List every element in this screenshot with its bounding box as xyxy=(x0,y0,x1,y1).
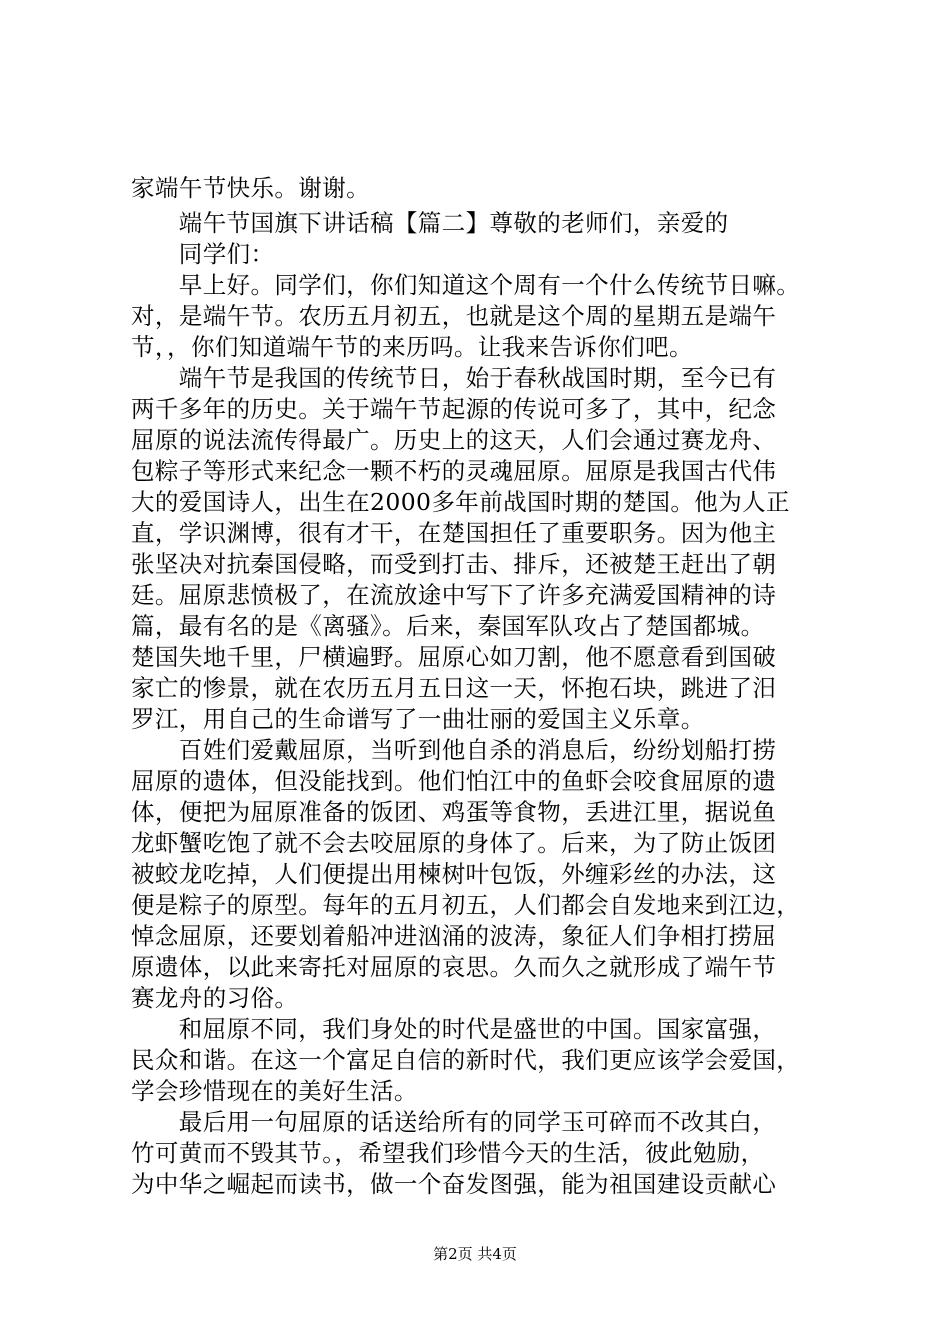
text-line: 便是粽子的原型。每年的五月初五，人们都会自发地来到江边， xyxy=(131,891,801,919)
text-line: 早上好。同学们，你们知道这个周有一个什么传统节日嘛。 xyxy=(131,271,801,299)
text-line: 两千多年的历史。关于端午节起源的传说可多了，其中，纪念 xyxy=(131,395,777,423)
text-line: 张坚决对抗秦国侵略，而受到打击、排斥，还被楚王赶出了朝 xyxy=(131,550,777,578)
text-line: 对，是端午节。农历五月初五，也就是这个周的星期五是端午 xyxy=(131,302,777,330)
page-number-footer: 第2页 共4页 xyxy=(433,1245,517,1263)
text-line: 篇，最有名的是《离骚》。后来，秦国军队攻占了楚国都城。 xyxy=(131,612,765,640)
text-line: 大的爱国诗人，出生在2000多年前战国时期的楚国。他为人正 xyxy=(131,488,790,516)
text-line: 和屈原不同，我们身处的时代是盛世的中国。国家富强， xyxy=(131,1015,777,1043)
text-line: 赛龙舟的习俗。 xyxy=(131,984,299,1012)
text-line: 家端午节快乐。谢谢。 xyxy=(131,174,370,202)
text-line: 端午节国旗下讲话稿【篇二】尊敬的老师们，亲爱的 xyxy=(131,209,729,237)
text-line: 悼念屈原，还要划着船冲进汹涌的波涛，象征人们争相打捞屈 xyxy=(131,922,777,950)
text-line: 百姓们爱戴屈原，当听到他自杀的消息后，纷纷划船打捞 xyxy=(131,736,777,764)
text-line: 端午节是我国的传统节日，始于春秋战国时期，至今已有 xyxy=(131,364,777,392)
text-line: 为中华之崛起而读书，做一个奋发图强，能为祖国建设贡献心 xyxy=(131,1170,777,1198)
text-line: 屈原的遗体，但没能找到。他们怕江中的鱼虾会咬食屈原的遗 xyxy=(131,767,777,795)
text-line: 屈原的说法流传得最广。历史上的这天，人们会通过赛龙舟、 xyxy=(131,426,777,454)
text-line: 廷。屈原悲愤极了，在流放途中写下了许多充满爱国精神的诗 xyxy=(131,581,777,609)
text-line: 龙虾蟹吃饱了就不会去咬屈原的身体了。后来，为了防止饭团 xyxy=(131,829,777,857)
text-line: 原遗体，以此来寄托对屈原的哀思。久而久之就形成了端午节 xyxy=(131,953,777,981)
text-line: 竹可黄而不毁其节。，希望我们珍惜今天的生活，彼此勉励， xyxy=(131,1139,765,1167)
text-line: 节，，你们知道端午节的来历吗。让我来告诉你们吧。 xyxy=(131,333,693,361)
text-line: 直，学识渊博，很有才干，在楚国担任了重要职务。因为他主 xyxy=(131,519,777,547)
text-line: 最后用一句屈原的话送给所有的同学玉可碎而不改其白， xyxy=(131,1108,777,1136)
text-line: 罗江，用自己的生命谱写了一曲壮丽的爱国主义乐章。 xyxy=(131,705,705,733)
text-line: 学会珍惜现在的美好生活。 xyxy=(131,1077,418,1105)
text-line: 家亡的惨景，就在农历五月五日这一天，怀抱石块，跳进了汨 xyxy=(131,674,777,702)
text-line: 同学们： xyxy=(131,240,275,268)
text-line: 体，便把为屈原准备的饭团、鸡蛋等食物，丢进江里，据说鱼 xyxy=(131,798,777,826)
text-line: 民众和谐。在这一个富足自信的新时代，我们更应该学会爱国， xyxy=(131,1046,801,1074)
text-line: 楚国失地千里，尸横遍野。屈原心如刀割，他不愿意看到国破 xyxy=(131,643,777,671)
text-line: 包粽子等形式来纪念一颗不朽的灵魂屈原。屈原是我国古代伟 xyxy=(131,457,777,485)
text-line: 被蛟龙吃掉，人们便提出用楝树叶包饭，外缠彩丝的办法，这 xyxy=(131,860,777,888)
